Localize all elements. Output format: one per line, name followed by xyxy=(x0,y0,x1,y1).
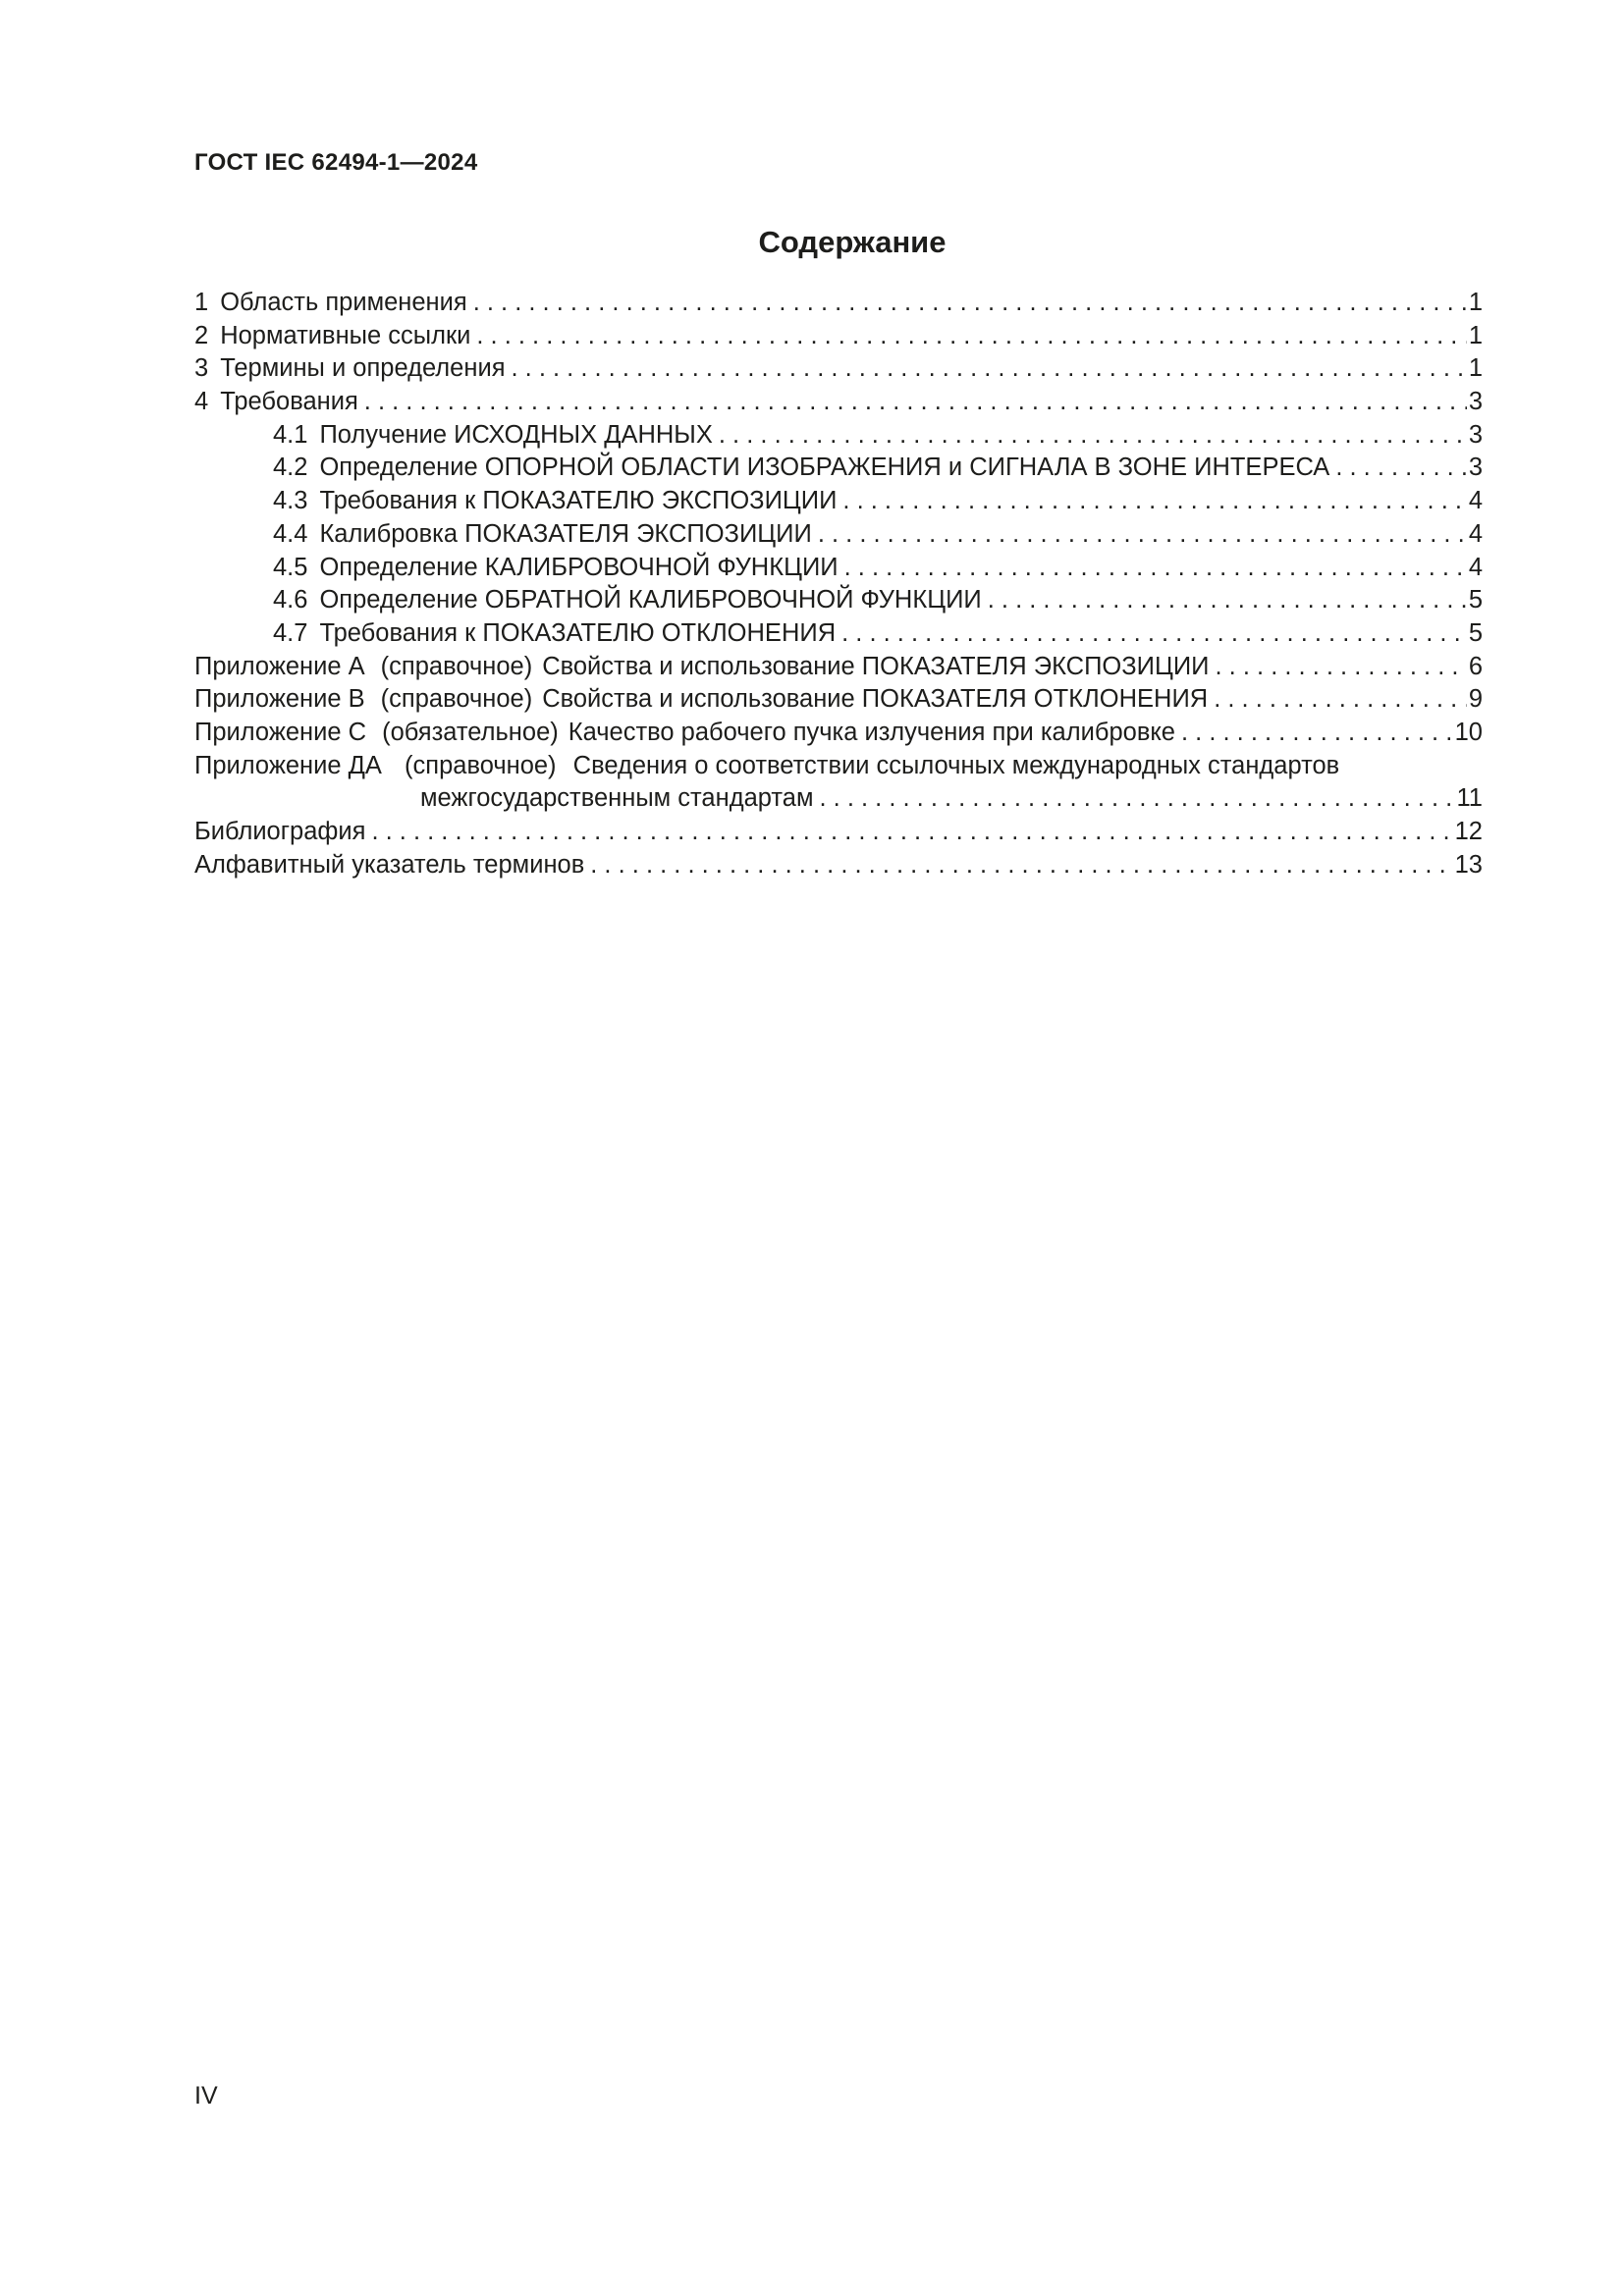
annex-label-continued: межгосударственным стандартам xyxy=(420,784,814,813)
toc-entry-1[interactable] xyxy=(194,287,1483,320)
toc-entry-number: 4.7 xyxy=(273,618,308,647)
annex-label: Сведения о соответствии ссылочных международных стандартов xyxy=(572,751,1340,779)
table-of-contents xyxy=(194,287,1483,881)
toc-entry-number: 4.3 xyxy=(273,487,308,515)
dot-leader xyxy=(818,518,1467,552)
annex-label: Свойства и использование ПОКАЗАТЕЛЯ ЭКСПОЗИЦИИ xyxy=(542,652,1210,680)
annex-prefix: Приложение А xyxy=(194,652,365,680)
dot-leader xyxy=(988,584,1467,617)
toc-entry-label: Библиография xyxy=(194,818,366,845)
toc-entry-label: Требования к ПОКАЗАТЕЛЮ ЭКСПОЗИЦИИ xyxy=(319,487,838,515)
dot-leader xyxy=(844,552,1467,585)
toc-entry-number: 3 xyxy=(194,354,209,383)
dot-leader xyxy=(719,419,1467,453)
dot-leader xyxy=(1335,452,1466,485)
toc-entry-4-2[interactable] xyxy=(194,452,1483,485)
toc-annex-da[interactable] xyxy=(194,750,1483,816)
toc-entry-page: 12 xyxy=(1454,818,1483,845)
annex-label: Свойства и использование ПОКАЗАТЕЛЯ ОТКЛОНЕНИЯ xyxy=(542,685,1209,714)
toc-entry-label: Термины и определения xyxy=(220,354,506,383)
toc-entry-label: Определение ОБРАТНОЙ КАЛИБРОВОЧНОЙ ФУНКЦИИ xyxy=(319,586,982,614)
annex-prefix: Приложение ДА xyxy=(194,751,382,779)
dot-leader xyxy=(590,849,1452,882)
toc-entry-page: 1 xyxy=(1468,321,1483,349)
toc-entry-label: Алфавитный указатель терминов xyxy=(194,850,585,879)
toc-entry-number: 4.6 xyxy=(273,586,308,614)
annex-da-first-line xyxy=(194,750,1483,783)
annex-prefix: Приложение В xyxy=(194,685,365,714)
annex-page: 10 xyxy=(1454,718,1483,746)
toc-entry-page: 3 xyxy=(1468,420,1483,449)
toc-entry-2[interactable] xyxy=(194,320,1483,353)
dot-leader xyxy=(1181,717,1453,750)
dot-leader xyxy=(841,617,1467,651)
page-number: IV xyxy=(194,2082,218,2109)
annex-label: Качество рабочего пучка излучения при калибровке xyxy=(568,718,1175,746)
annex-prefix: Приложение С xyxy=(194,718,367,746)
toc-entry-page: 13 xyxy=(1454,850,1483,879)
toc-entry-label: Нормативные ссылки xyxy=(220,321,471,349)
annex-da-second-line xyxy=(194,782,1483,816)
dot-leader xyxy=(819,782,1454,816)
annex-type: (справочное) xyxy=(380,652,533,680)
toc-annex-a[interactable] xyxy=(194,651,1483,684)
toc-entry-label: Определение ОПОРНОЙ ОБЛАСТИ ИЗОБРАЖЕНИЯ и СИГНАЛА В ЗОНЕ ИНТЕРЕСА xyxy=(319,454,1330,482)
document-designation: ГОСТ IEC 62494-1—2024 xyxy=(194,149,478,176)
toc-entry-label: Требования к ПОКАЗАТЕЛЮ ОТКЛОНЕНИЯ xyxy=(319,618,837,647)
toc-entry-page: 4 xyxy=(1468,519,1483,548)
toc-entry-number: 4.1 xyxy=(273,420,308,449)
toc-entry-label: Получение ИСХОДНЫХ ДАННЫХ xyxy=(319,420,713,449)
dot-leader xyxy=(371,816,1452,849)
toc-entry-page: 1 xyxy=(1468,289,1483,316)
dot-leader xyxy=(1216,651,1467,684)
dot-leader xyxy=(512,352,1467,386)
toc-entry-page: 3 xyxy=(1468,454,1483,482)
toc-entry-4-6[interactable] xyxy=(194,584,1483,617)
toc-entry-4-1[interactable] xyxy=(194,419,1483,453)
annex-type: (обязательное) xyxy=(382,718,559,746)
toc-entry-number: 4.4 xyxy=(273,519,308,548)
annex-page: 6 xyxy=(1468,652,1483,680)
toc-entry-number: 4 xyxy=(194,388,209,416)
toc-entry-label: Требования xyxy=(220,388,358,416)
toc-entry-page: 4 xyxy=(1468,553,1483,581)
toc-annex-c[interactable] xyxy=(194,717,1483,750)
toc-entry-4-5[interactable] xyxy=(194,552,1483,585)
toc-alphabetical-index[interactable] xyxy=(194,849,1483,882)
toc-entry-number: 1 xyxy=(194,289,209,316)
toc-entry-4-3[interactable] xyxy=(194,485,1483,518)
toc-entry-3[interactable] xyxy=(194,352,1483,386)
toc-entry-4-7[interactable] xyxy=(194,617,1483,651)
dot-leader xyxy=(1214,683,1467,717)
toc-entry-number: 4.5 xyxy=(273,553,308,581)
toc-entry-page: 4 xyxy=(1468,487,1483,515)
toc-entry-number: 4.2 xyxy=(273,454,308,482)
dot-leader xyxy=(476,320,1466,353)
dot-leader xyxy=(364,386,1467,419)
annex-type: (справочное) xyxy=(405,751,557,779)
toc-entry-4-4[interactable] xyxy=(194,518,1483,552)
toc-entry-number: 2 xyxy=(194,321,209,349)
toc-title: Содержание xyxy=(758,225,947,259)
annex-type: (справочное) xyxy=(380,685,533,714)
toc-entry-page: 5 xyxy=(1468,618,1483,647)
toc-bibliography[interactable] xyxy=(194,816,1483,849)
toc-entry-page: 5 xyxy=(1468,586,1483,614)
dot-leader xyxy=(842,485,1466,518)
toc-entry-label: Калибровка ПОКАЗАТЕЛЯ ЭКСПОЗИЦИИ xyxy=(319,519,812,548)
annex-page: 11 xyxy=(1456,784,1483,813)
toc-entry-4[interactable] xyxy=(194,386,1483,419)
toc-entry-page: 1 xyxy=(1468,354,1483,383)
annex-page: 9 xyxy=(1468,685,1483,714)
dot-leader xyxy=(473,287,1467,320)
toc-annex-b[interactable] xyxy=(194,683,1483,717)
toc-entry-label: Область применения xyxy=(220,289,467,316)
toc-entry-page: 3 xyxy=(1468,388,1483,416)
toc-entry-label: Определение КАЛИБРОВОЧНОЙ ФУНКЦИИ xyxy=(319,553,839,581)
